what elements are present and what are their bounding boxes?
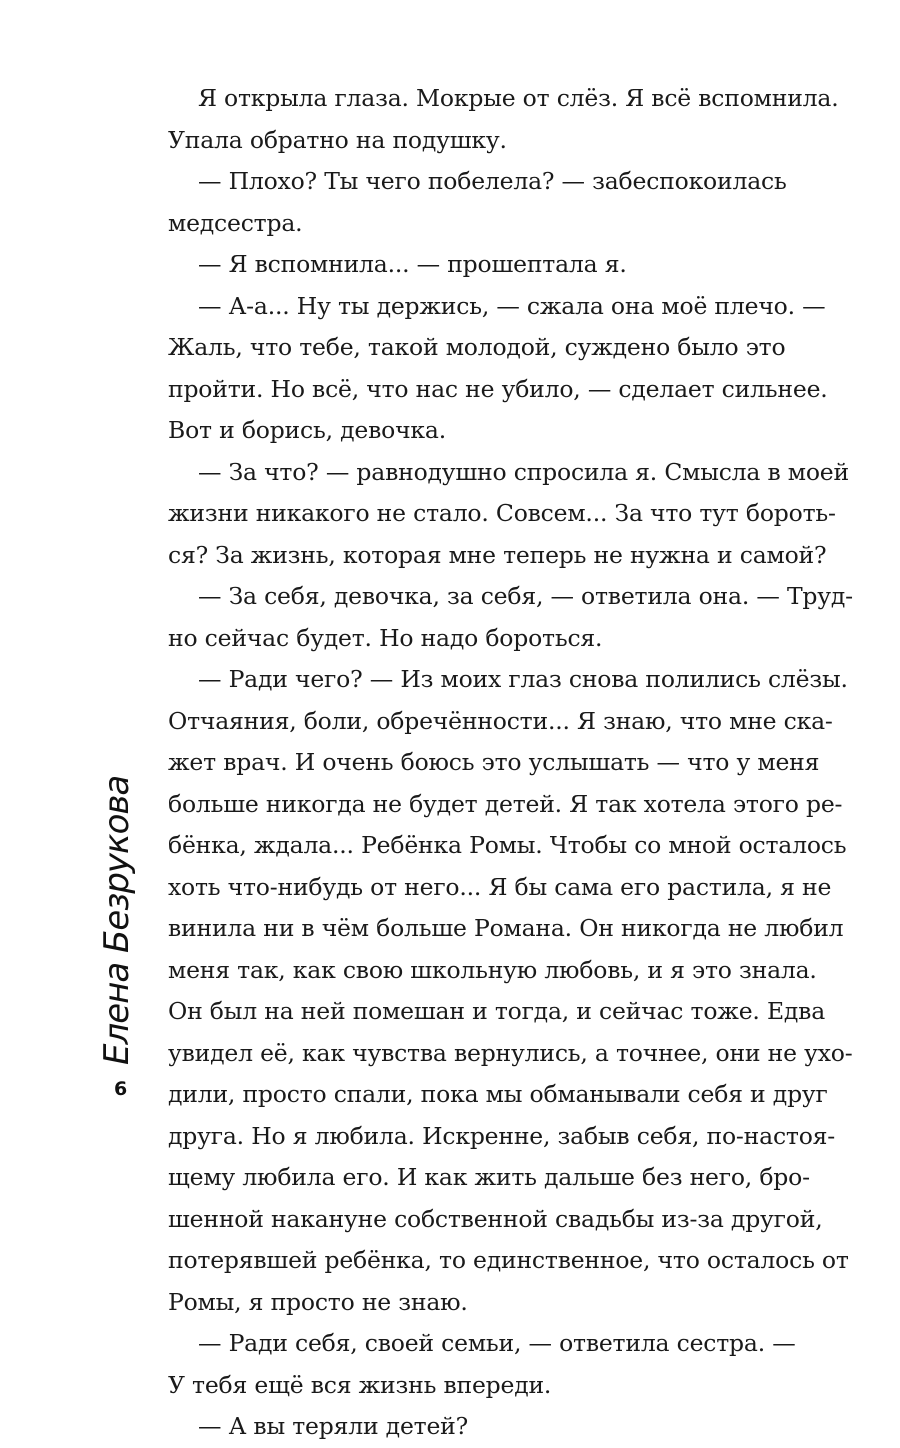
text-line: — А-а... Ну ты держись, — сжала она моё плечо. — [198,291,826,320]
text-line: жет врач. И очень боюсь это услышать — что у меня [168,748,820,776]
text-line: — Ради себя, своей семьи, — ответила сестра. — [198,1329,796,1357]
text-line: друга. Но я любила. Искренне, забыв себя, по-настоя- [168,1121,836,1150]
text-line: Вот и борись, девочка. [168,416,446,444]
text-line: Я открыла глаза. Мокрые от слёз. Я всё вспомнила. [198,84,839,112]
text-line: Жаль, что тебе, такой молодой, суждено было это [168,333,786,361]
text-line: Ромы, я просто не знаю. [168,1287,468,1316]
text-line: ся? За жизнь, которая мне теперь не нужна и самой? [168,540,827,569]
author-signature: Елена Безрукова [97,775,137,1065]
page-number: 6 [114,1078,128,1100]
text-line: Он был на ней помешан и тогда, и сейчас тоже. Едва [168,997,826,1025]
text-line: — За себя, девочка, за себя, — ответила она. — Труд- [198,582,853,610]
text-line: — Ради чего? — Из моих глаз снова полились слёзы. [198,665,848,693]
text-line: щему любила его. И как жить дальше без него, бро- [168,1163,810,1191]
text-line: шенной накануне собственной свадьбы из-за другой, [168,1204,823,1233]
text-line: медсестра. [168,208,303,237]
text-line: Упала обратно на подушку. [168,125,507,154]
text-line: Отчаяния, боли, обречённости... Я знаю, что мне ска- [168,706,833,735]
text-line: хоть что-нибудь от него... Я бы сама его растила, я не [168,872,832,901]
text-line: бёнка, ждала... Ребёнка Ромы. Чтобы со мной осталось [168,831,847,859]
text-line: дили, просто спали, пока мы обманывали себя и друг [168,1080,828,1108]
text-line: — Я вспомнила... — прошептала я. [198,250,627,278]
text-line: потерявшей ребёнка, то единственное, что осталось от [168,1246,849,1274]
text-line: жизни никакого не стало. Совсем... За что тут бороть- [168,499,836,527]
text-line: — За что? — равнодушно спросила я. Смысла в моей [198,457,849,486]
text-line: больше никогда не будет детей. Я так хотела этого ре- [168,789,843,818]
text-line: — А вы теряли детей? [198,1412,469,1440]
text-line: пройти. Но всё, что нас не убило, — сделает сильнее. [168,374,828,403]
body-text [168,78,853,1448]
text-line: но сейчас будет. Но надо бороться. [168,623,603,652]
text-line: меня так, как свою школьную любовь, и я это знала. [168,955,817,984]
text-line: У тебя ещё вся жизнь впереди. [168,1370,552,1399]
text-line: винила ни в чём больше Романа. Он никогда не любил [168,914,844,942]
text-line: увидел её, как чувства вернулись, а точнее, они не ухо- [168,1038,853,1067]
text-line: — Плохо? Ты чего побелела? — забеспокоилась [198,167,787,195]
